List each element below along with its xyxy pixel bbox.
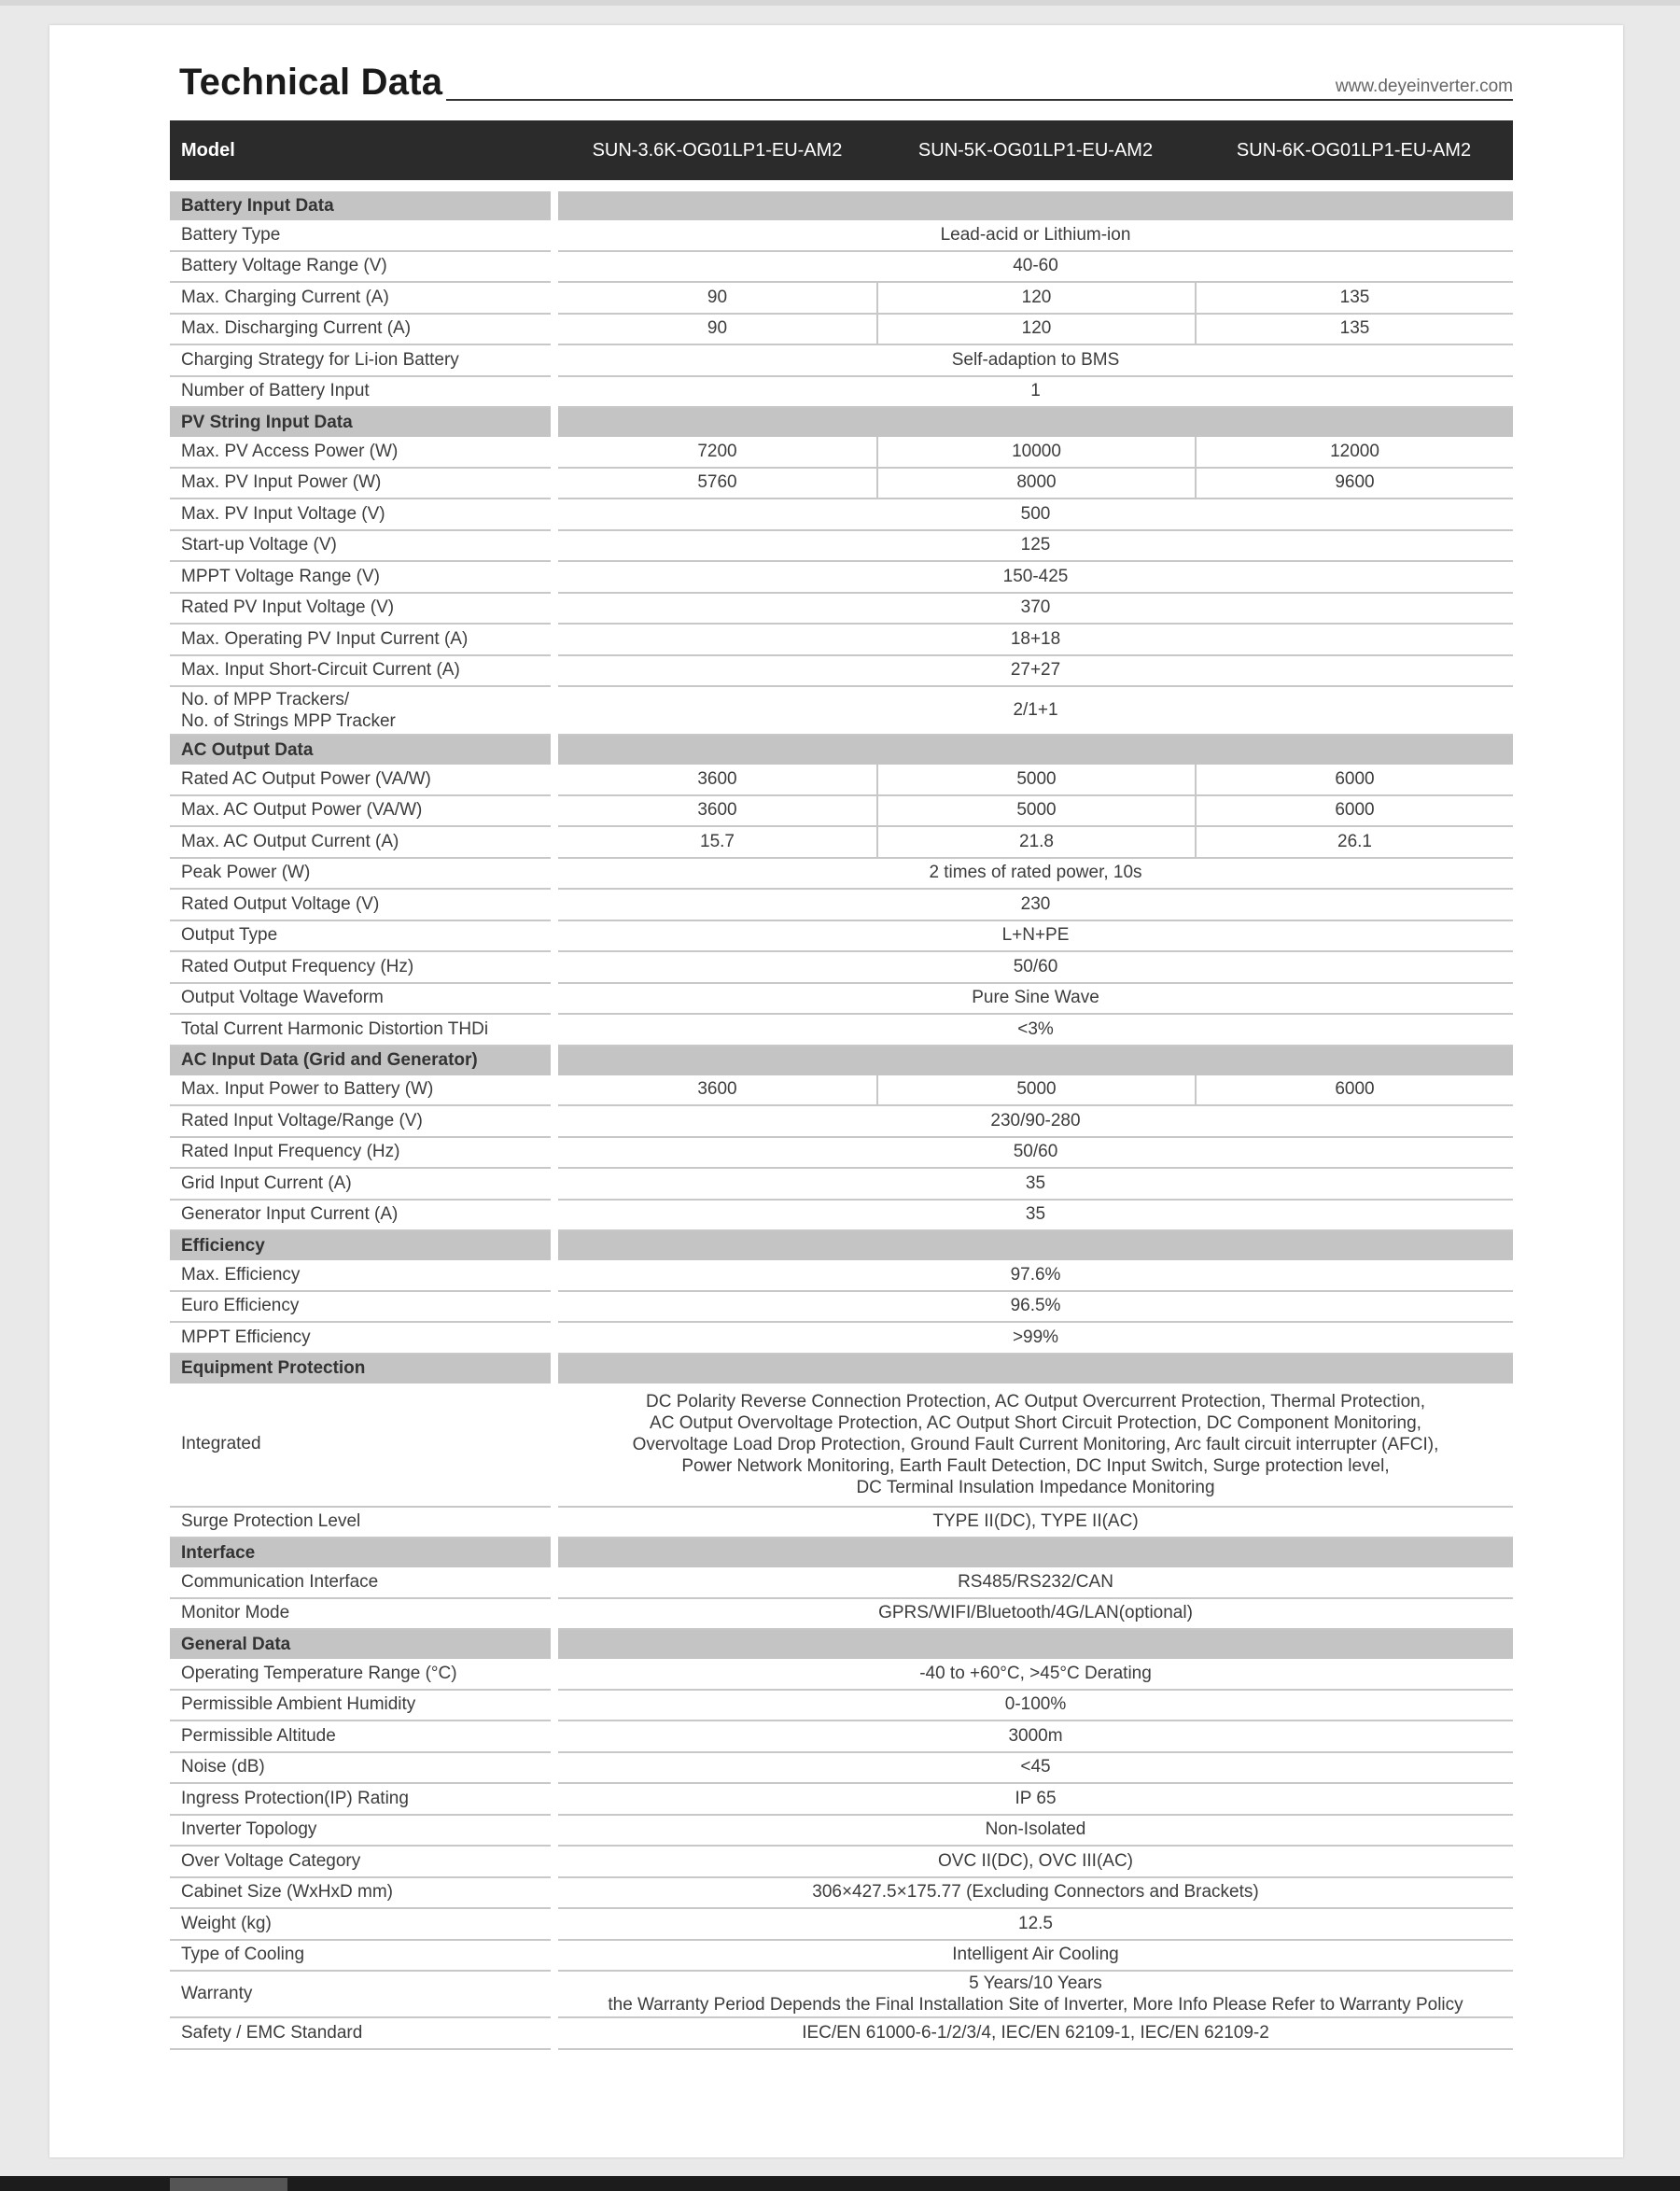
table-row: Max. PV Input Voltage (V) 500 (170, 499, 1513, 531)
table-row: Battery Type Lead-acid or Lithium-ion (170, 220, 1513, 252)
model-1: SUN-3.6K-OG01LP1-EU-AM2 (592, 139, 843, 161)
table-row: Total Current Harmonic Distortion THDi <3% (170, 1015, 1513, 1046)
model-3: SUN-6K-OG01LP1-EU-AM2 (1236, 139, 1472, 161)
table-row: Output Type L+N+PE (170, 921, 1513, 953)
table-row: Type of Cooling Intelligent Air Cooling (170, 1941, 1513, 1973)
table-row: Rated PV Input Voltage (V) 370 (170, 594, 1513, 625)
table-row: Over Voltage Category OVC II(DC), OVC III(AC) (170, 1847, 1513, 1878)
table-row: Output Voltage Waveform Pure Sine Wave (170, 984, 1513, 1016)
table-row: MPPT Voltage Range (V) 150-425 (170, 562, 1513, 594)
table-row: Weight (kg) 12.5 (170, 1909, 1513, 1941)
table-row: Number of Battery Input 1 (170, 377, 1513, 409)
taskbar (0, 2176, 1680, 2191)
table-row: Communication Interface RS485/RS232/CAN (170, 1567, 1513, 1599)
table-row: Ingress Protection(IP) Rating IP 65 (170, 1784, 1513, 1816)
table-row: Max. PV Access Power (W) 7200 10000 12000 (170, 437, 1513, 469)
table-row: MPPT Efficiency >99% (170, 1323, 1513, 1355)
table-row: Rated AC Output Power (VA/W) 3600 5000 6000 (170, 765, 1513, 796)
spec-table (170, 120, 1513, 2050)
table-row: Max. Operating PV Input Current (A) 18+18 (170, 625, 1513, 656)
table-row: Permissible Ambient Humidity 0-100% (170, 1691, 1513, 1722)
taskbar-tab[interactable] (170, 2178, 287, 2191)
table-row: Inverter Topology Non-Isolated (170, 1816, 1513, 1847)
table-row: No. of MPP Trackers/ No. of Strings MPP Tracker 2/1+1 (170, 687, 1513, 736)
section-ac-output: AC Output Data (170, 736, 1513, 765)
table-row: Warranty 5 Years/10 Years the Warranty Period Depends the Final Installation Site of Inverter, More Info Please Refer to Warranty Policy (170, 1972, 1513, 2018)
section-ac-input: AC Input Data (Grid and Generator) (170, 1046, 1513, 1075)
table-row: Safety / EMC Standard IEC/EN 61000-6-1/2/3/4, IEC/EN 62109-1, IEC/EN 62109-2 (170, 2018, 1513, 2050)
table-row: Max. Efficiency 97.6% (170, 1260, 1513, 1292)
window-top-edge (0, 0, 1680, 6)
table-row: Max. PV Input Power (W) 5760 8000 9600 (170, 469, 1513, 500)
model-label: Model (181, 139, 235, 161)
table-row: Cabinet Size (WxHxD mm) 306×427.5×175.77 (Excluding Connectors and Brackets) (170, 1878, 1513, 1910)
model-header-row (170, 120, 1513, 180)
table-row: Start-up Voltage (V) 125 (170, 531, 1513, 563)
model-2: SUN-5K-OG01LP1-EU-AM2 (917, 139, 1154, 161)
table-row: Grid Input Current (A) 35 (170, 1169, 1513, 1201)
table-row: Max. AC Output Power (VA/W) 3600 5000 6000 (170, 796, 1513, 828)
table-row: Monitor Mode GPRS/WIFI/Bluetooth/4G/LAN(optional) (170, 1599, 1513, 1631)
table-row: Surge Protection Level TYPE II(DC), TYPE II(AC) (170, 1508, 1513, 1539)
table-row: Rated Input Voltage/Range (V) 230/90-280 (170, 1106, 1513, 1138)
table-row: Rated Output Voltage (V) 230 (170, 890, 1513, 921)
section-general-data: General Data (170, 1630, 1513, 1659)
section-interface: Interface (170, 1538, 1513, 1567)
table-row: Rated Input Frequency (Hz) 50/60 (170, 1138, 1513, 1170)
table-row: Max. AC Output Current (A) 15.7 21.8 26.1 (170, 827, 1513, 859)
table-row: Permissible Altitude 3000m (170, 1721, 1513, 1753)
website-link[interactable]: www.deyeinverter.com (1335, 77, 1513, 96)
table-row: Rated Output Frequency (Hz) 50/60 (170, 952, 1513, 984)
section-equipment-protection: Equipment Protection (170, 1355, 1513, 1383)
table-row: Integrated DC Polarity Reverse Connection Protection, AC Output Overcurrent Protection, Thermal Protection, AC Output Overvoltage Protection, AC Output Short Circuit Protection, DC Component Monitoring, Overvoltage Load Drop Protection, Ground Fault Current Monitoring, Arc fault circuit interrupter (AFCI), Power Network Monitoring, Earth Fault Detection, DC Input Switch, Surge protection level, DC Terminal Insulation Impedance Monitoring (170, 1383, 1513, 1508)
table-row: Peak Power (W) 2 times of rated power, 10s (170, 859, 1513, 891)
section-pv-input: PV String Input Data (170, 408, 1513, 437)
table-row: Max. Input Short-Circuit Current (A) 27+27 (170, 656, 1513, 688)
table-row: Max. Charging Current (A) 90 120 135 (170, 283, 1513, 315)
table-row: Charging Strategy for Li-ion Battery Self-adaption to BMS (170, 345, 1513, 377)
section-battery-input: Battery Input Data (170, 191, 1513, 220)
section-efficiency: Efficiency (170, 1231, 1513, 1260)
table-row: Noise (dB) <45 (170, 1753, 1513, 1785)
table-row: Max. Discharging Current (A) 90 120 135 (170, 315, 1513, 346)
table-row: Operating Temperature Range (°C) -40 to +60°C, >45°C Derating (170, 1659, 1513, 1691)
page-title: Technical Data (179, 62, 443, 103)
table-row: Battery Voltage Range (V) 40-60 (170, 252, 1513, 284)
title-rule (446, 99, 1513, 101)
table-row: Max. Input Power to Battery (W) 3600 5000 6000 (170, 1075, 1513, 1107)
table-row: Generator Input Current (A) 35 (170, 1201, 1513, 1232)
table-row: Euro Efficiency 96.5% (170, 1292, 1513, 1324)
